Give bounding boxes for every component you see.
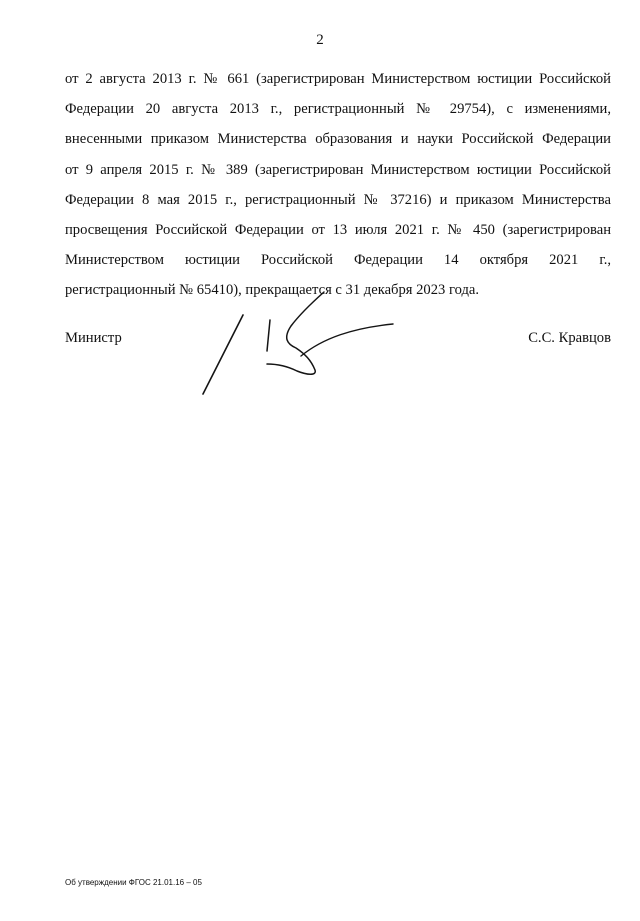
signatory-name: С.С. Кравцов — [528, 330, 611, 346]
body-line: Федерации 20 августа 2013 г., регистрационный № 29754), с изменениями, — [65, 101, 611, 118]
document-body — [65, 64, 611, 306]
signatory-role: Министр — [65, 330, 122, 346]
handwritten-signature — [195, 286, 395, 398]
footer-note: Об утверждении ФГОС 21.01.16 – 05 — [65, 878, 202, 887]
body-line: регистрационный № 65410), прекращается с 31 декабря 2023 года. — [65, 282, 480, 299]
body-line: Федерации 8 мая 2015 г., регистрационный № 37216) и приказом Министерства — [65, 191, 611, 208]
page-number: 2 — [316, 32, 324, 48]
body-line: от 9 апреля 2015 г. № 389 (зарегистрирован Министерством юстиции Российской — [65, 161, 611, 178]
body-line: Министерством юстиции Российской Федерации 14 октября 2021 г., — [65, 252, 611, 269]
body-line: просвещения Российской Федерации от 13 июля 2021 г. № 450 (зарегистрирован — [65, 221, 611, 238]
body-line: внесенными приказом Министерства образования и науки Российской Федерации — [65, 131, 611, 148]
body-line: от 2 августа 2013 г. № 661 (зарегистрирован Министерством юстиции Российской — [65, 71, 611, 87]
